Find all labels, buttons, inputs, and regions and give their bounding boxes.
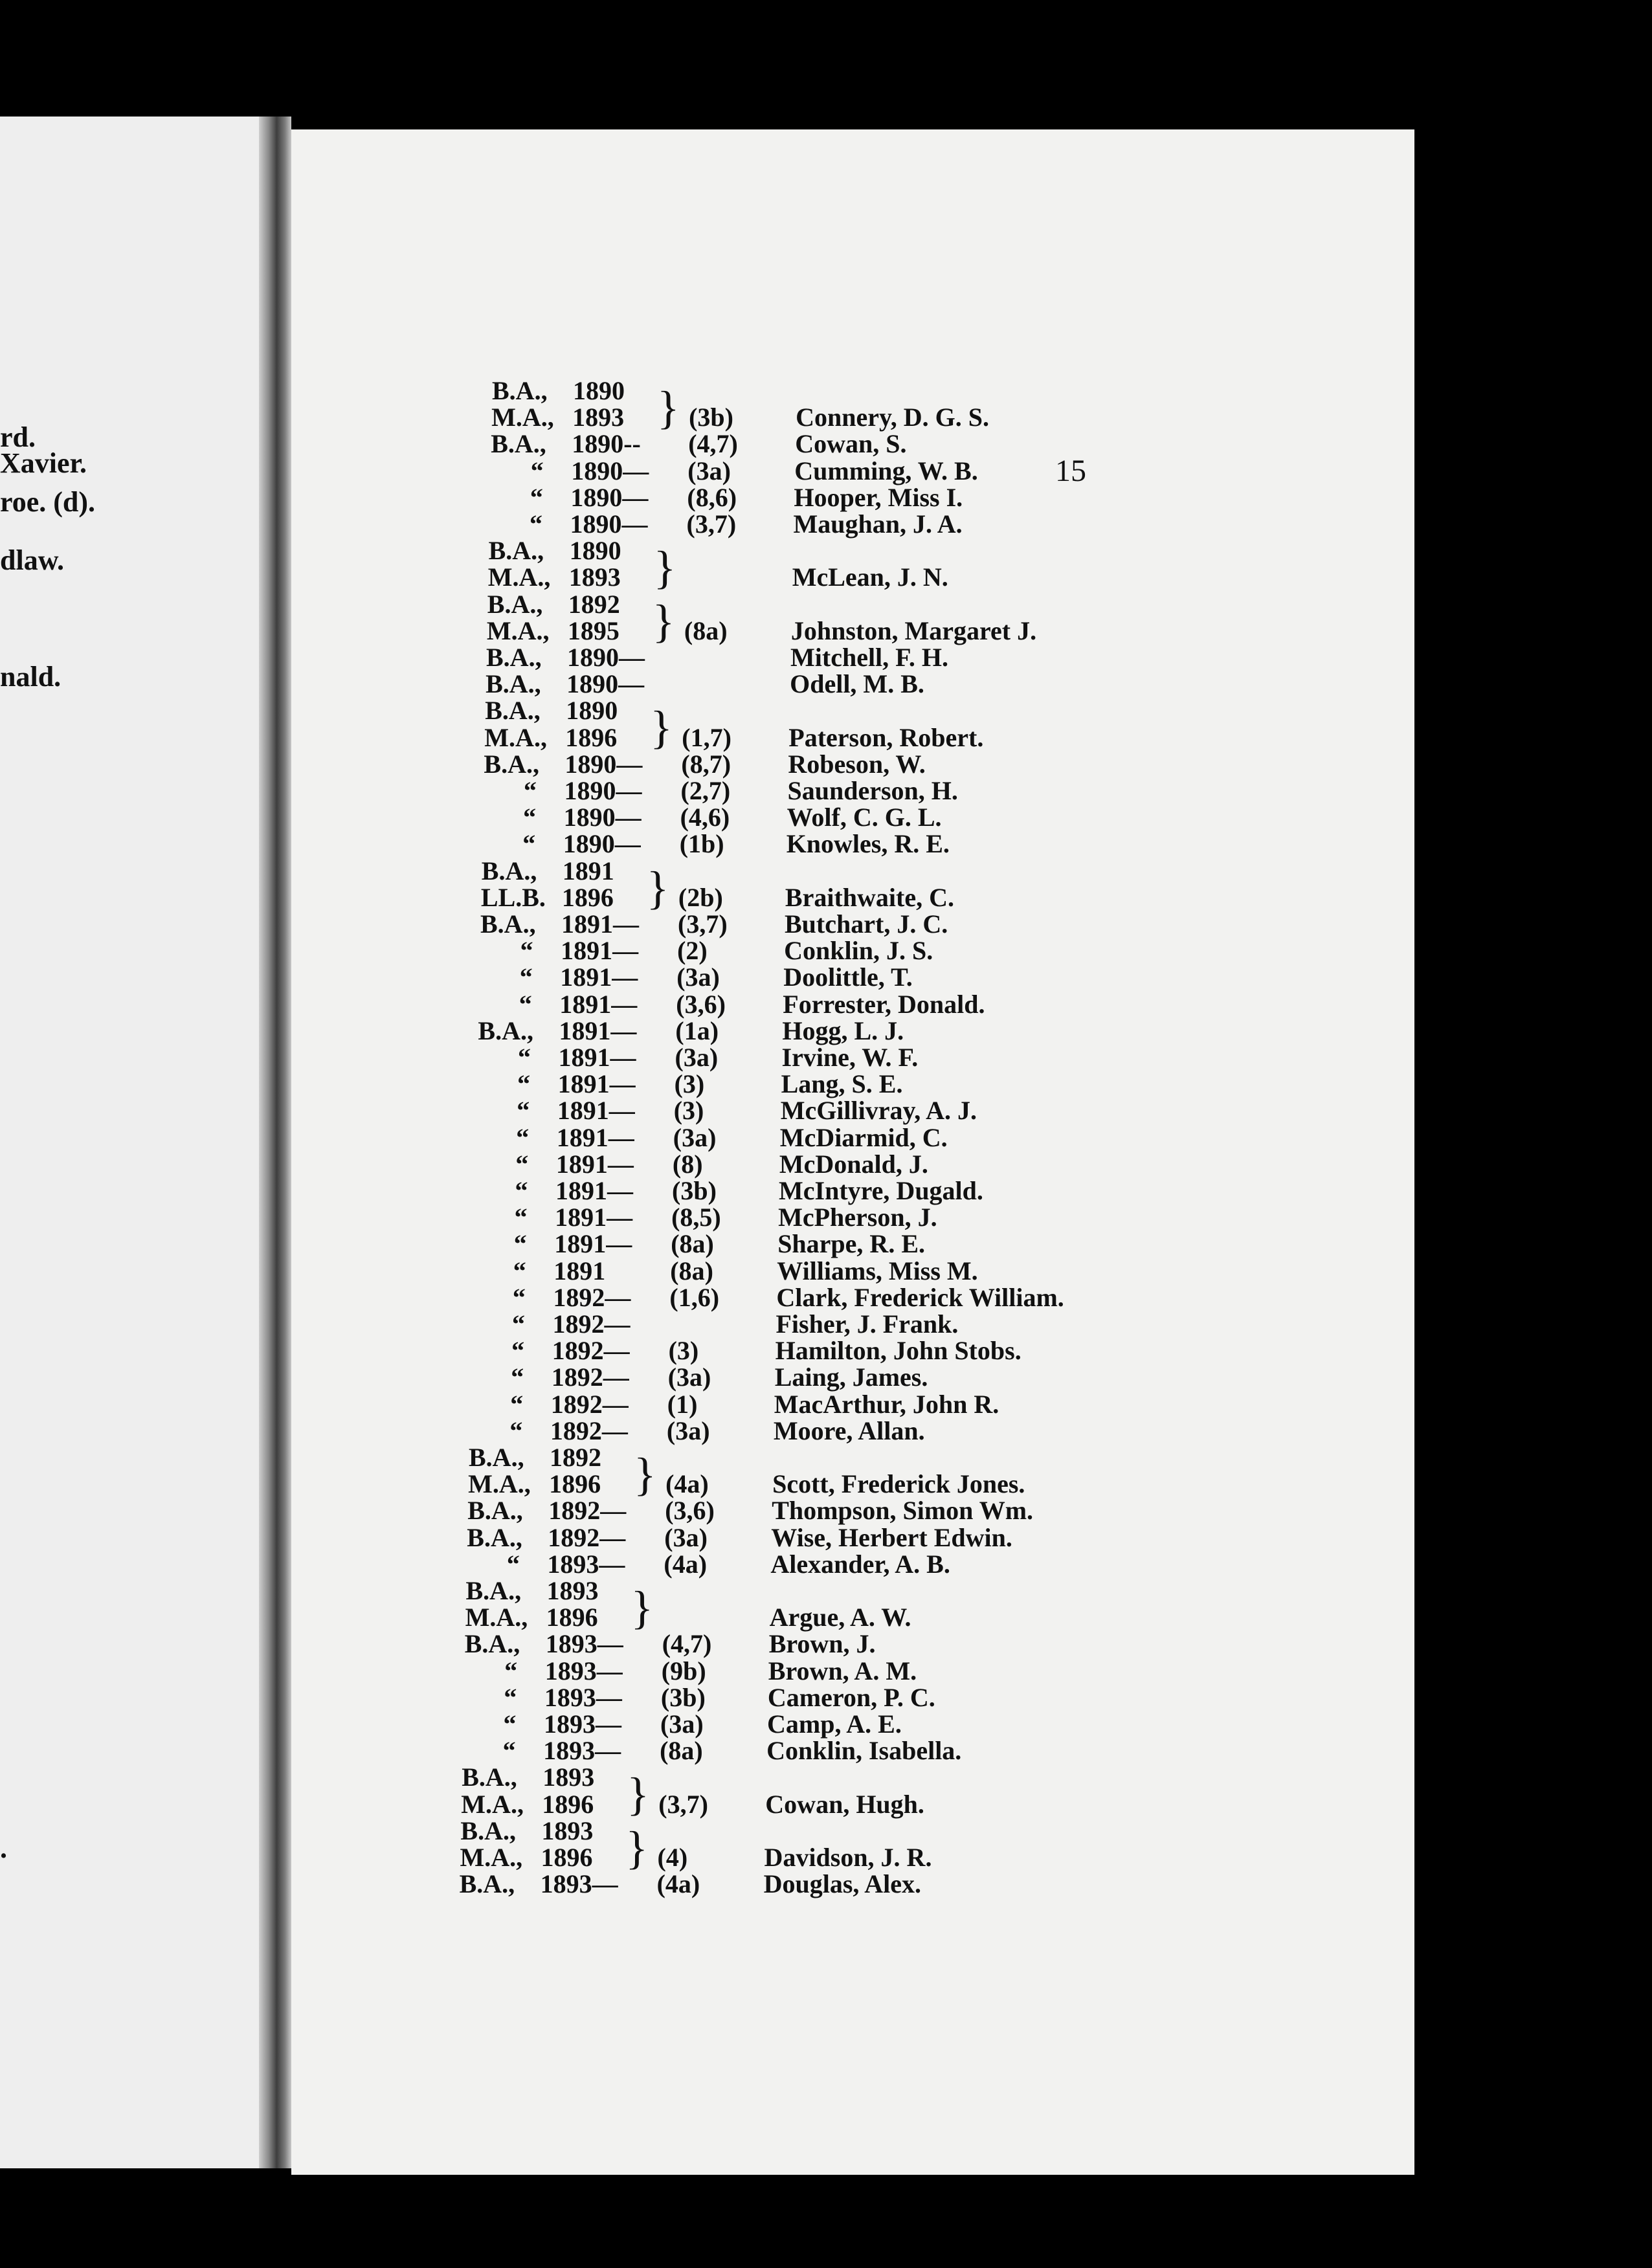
- entry-year: 1891—: [554, 1229, 632, 1259]
- entry-year: 1893—: [544, 1656, 623, 1685]
- brace-mark: }: [625, 1821, 648, 1874]
- entry-code: (3a): [660, 1709, 704, 1739]
- left-fragment-4: dlaw.: [0, 544, 65, 576]
- entry-code: (4a): [656, 1869, 700, 1899]
- entry-year: 1891—: [561, 909, 639, 939]
- entry-name: Braithwaite, C.: [785, 882, 954, 912]
- left-fragment-3: roe. (d).: [0, 486, 96, 518]
- entry-year: 1896: [541, 1843, 593, 1872]
- entry-year: 1893: [568, 562, 621, 592]
- entry-year: 1893—: [543, 1736, 621, 1766]
- entry-degree: M.A.,: [461, 1789, 524, 1819]
- entry-year: 1892—: [550, 1389, 629, 1419]
- entry-name: Argue, A. W.: [769, 1603, 911, 1632]
- entry-year: 1896: [546, 1603, 598, 1632]
- entry-code: (8,5): [671, 1203, 721, 1232]
- entry-code: (2b): [678, 882, 723, 912]
- entry-name: Johnston, Margaret J.: [790, 616, 1037, 645]
- entry-year: 1892—: [551, 1362, 629, 1392]
- entry-code: (4,6): [680, 803, 730, 832]
- entry-code: (8a): [670, 1256, 713, 1285]
- entry-name: Saunderson, H.: [787, 776, 958, 805]
- entry-degree: B.A.,: [486, 643, 542, 672]
- entry-degree: “: [515, 1176, 528, 1205]
- entry-year: 1891—: [555, 1176, 633, 1205]
- entry-name: Scott, Frederick Jones.: [772, 1469, 1025, 1499]
- entry-code: (1): [667, 1389, 698, 1419]
- entry-name: Cowan, S.: [795, 429, 907, 459]
- entry-degree: “: [516, 1122, 530, 1152]
- entry-degree: M.A.,: [468, 1469, 531, 1499]
- entry-degree: M.A.,: [460, 1843, 523, 1872]
- entry-year: 1890—: [566, 669, 645, 699]
- entry-name: Connery, D. G. S.: [796, 403, 990, 432]
- entry-year: 1890: [569, 536, 621, 566]
- entry-year: 1890: [566, 696, 618, 726]
- entry-code: (4a): [664, 1549, 708, 1579]
- entry-degree: M.A.,: [486, 616, 550, 645]
- entry-name: McPherson, J.: [778, 1203, 937, 1232]
- entry-degree: B.A.,: [485, 696, 541, 726]
- entry-year: 1896: [542, 1789, 594, 1819]
- entry-degree: “: [523, 803, 537, 832]
- entry-degree: B.A.,: [467, 1496, 523, 1526]
- entry-name: Conklin, Isabella.: [766, 1736, 962, 1766]
- entry-degree: “: [514, 1203, 528, 1232]
- entry-code: (3a): [667, 1362, 711, 1392]
- entry-code: (3a): [687, 456, 731, 485]
- entry-year: 1891—: [559, 1016, 637, 1045]
- entry-name: Hogg, L. J.: [782, 1016, 904, 1045]
- entry-name: Knowles, R. E.: [786, 829, 950, 859]
- entry-year: 1892: [568, 589, 620, 619]
- entry-name: Lang, S. E.: [781, 1069, 903, 1099]
- entry-year: 1891: [553, 1256, 606, 1285]
- entry-code: (3a): [675, 1043, 719, 1072]
- entry-code: (2): [677, 936, 708, 966]
- entry-degree: “: [504, 1682, 517, 1712]
- entry-name: Camp, A. E.: [767, 1709, 902, 1739]
- entry-name: Douglas, Alex.: [763, 1869, 921, 1899]
- entry-year: 1892—: [553, 1282, 631, 1312]
- entry-year: 1891—: [561, 936, 639, 966]
- brace-mark: }: [657, 382, 680, 434]
- entry-degree: B.A.,: [488, 536, 544, 566]
- entry-year: 1892—: [552, 1309, 631, 1339]
- entry-degree: B.A.,: [467, 1522, 522, 1552]
- entry-name: Mitchell, F. H.: [790, 643, 949, 672]
- entry-name: MacArthur, John R.: [774, 1389, 999, 1419]
- page-number: 15: [1055, 454, 1086, 488]
- entry-name: Davidson, J. R.: [764, 1843, 932, 1872]
- entry-degree: B.A.,: [462, 1762, 517, 1792]
- entry-name: Thompson, Simon Wm.: [772, 1496, 1034, 1526]
- entry-code: (3a): [664, 1522, 708, 1552]
- entry-year: 1890: [573, 376, 625, 405]
- book-gutter: [259, 117, 291, 2168]
- entry-degree: B.A.,: [460, 1816, 516, 1845]
- entry-code: (3,6): [676, 989, 726, 1019]
- entry-degree: M.A.,: [487, 562, 551, 592]
- entry-degree: B.A.,: [465, 1576, 522, 1605]
- brace-mark: }: [653, 542, 676, 594]
- entry-year: 1893: [542, 1762, 595, 1792]
- entry-code: (3a): [666, 1416, 710, 1445]
- entry-year: 1896: [561, 882, 614, 912]
- entry-degree: “: [530, 482, 543, 512]
- entry-code: (1,7): [682, 722, 731, 752]
- entry-year: 1890—: [563, 803, 642, 832]
- entry-degree: “: [503, 1709, 517, 1739]
- entry-degree: “: [519, 989, 532, 1019]
- entry-degree: “: [509, 1416, 523, 1445]
- entry-degree: M.A.,: [484, 722, 547, 752]
- entry-year: 1891—: [558, 1043, 636, 1072]
- entry-degree: B.A.,: [459, 1869, 515, 1899]
- entry-code: (3b): [672, 1176, 717, 1205]
- entry-name: Butchart, J. C.: [785, 909, 948, 939]
- entry-degree: “: [504, 1656, 518, 1685]
- entry-code: (9b): [661, 1656, 706, 1685]
- entry-degree: LL.B.: [480, 882, 546, 912]
- entry-name: Irvine, W. F.: [781, 1043, 919, 1072]
- entry-year: 1890—: [570, 509, 648, 539]
- entry-name: McGillivray, A. J.: [780, 1096, 977, 1126]
- entry-year: 1891—: [555, 1203, 633, 1232]
- entry-code: (3b): [660, 1682, 706, 1712]
- entry-year: 1896: [549, 1469, 601, 1499]
- entry-degree: B.A.,: [484, 749, 539, 779]
- entry-code: (3,7): [686, 509, 737, 539]
- entry-year: 1890—: [571, 456, 649, 485]
- entry-name: Hamilton, John Stobs.: [775, 1336, 1021, 1366]
- entry-degree: “: [517, 1096, 530, 1126]
- entry-year: 1893: [546, 1576, 599, 1605]
- entry-code: (4,7): [662, 1629, 712, 1659]
- entry-code: (3,7): [678, 909, 728, 939]
- entry-degree: M.A.,: [491, 403, 554, 432]
- entry-degree: “: [524, 776, 537, 805]
- entry-year: 1890—: [564, 776, 642, 805]
- entry-name: Brown, A. M.: [768, 1656, 917, 1685]
- entry-degree: “: [520, 936, 533, 966]
- entry-year: 1890—: [564, 749, 643, 779]
- entry-name: Doolittle, T.: [783, 962, 913, 992]
- entry-name: Cumming, W. B.: [794, 456, 978, 485]
- entry-degree: “: [510, 1389, 524, 1419]
- entry-degree: B.A.,: [469, 1443, 524, 1472]
- entry-name: Robeson, W.: [788, 749, 926, 779]
- entry-year: 1891—: [560, 962, 638, 992]
- entry-degree: B.A.,: [492, 376, 548, 405]
- entry-name: Brown, J.: [768, 1629, 876, 1659]
- entry-name: McDiarmid, C.: [779, 1122, 948, 1152]
- entry-year: 1892—: [548, 1522, 626, 1552]
- entry-name: Conklin, J. S.: [784, 936, 933, 966]
- entry-degree: “: [506, 1549, 520, 1579]
- entry-name: Cameron, P. C.: [767, 1682, 935, 1712]
- entry-degree: “: [513, 1256, 526, 1285]
- entry-name: McLean, J. N.: [792, 562, 948, 592]
- entry-degree: “: [512, 1282, 526, 1312]
- entry-year: 1893—: [540, 1869, 618, 1899]
- entry-name: Wise, Herbert Edwin.: [771, 1522, 1012, 1552]
- brace-mark: }: [650, 702, 673, 754]
- entry-degree: M.A.,: [465, 1603, 528, 1632]
- entry-year: 1893—: [544, 1682, 622, 1712]
- entry-code: (4): [657, 1843, 688, 1872]
- brace-mark: }: [634, 1449, 656, 1500]
- entry-degree: “: [530, 509, 542, 539]
- entry-name: Laing, James.: [774, 1362, 928, 1392]
- entry-code: (3,6): [665, 1496, 715, 1526]
- brace-mark: }: [646, 862, 669, 914]
- entry-code: (3b): [689, 403, 733, 432]
- entry-name: Paterson, Robert.: [788, 722, 984, 752]
- entry-code: (8a): [660, 1736, 703, 1766]
- entry-name: Cowan, Hugh.: [765, 1789, 924, 1819]
- brace-mark: }: [652, 595, 675, 647]
- entry-name: Wolf, C. G. L.: [787, 803, 942, 832]
- entry-degree: “: [522, 829, 536, 859]
- entry-year: 1896: [565, 722, 618, 752]
- entry-degree: “: [511, 1336, 525, 1366]
- entry-name: Fisher, J. Frank.: [776, 1309, 959, 1339]
- entry-code: (3a): [676, 962, 720, 992]
- entry-code: (8): [672, 1149, 703, 1179]
- entry-code: (3,7): [658, 1789, 708, 1819]
- left-fragment-6: .: [0, 1832, 7, 1864]
- entry-name: Sharpe, R. E.: [777, 1229, 925, 1259]
- entry-code: (8,6): [687, 482, 737, 512]
- entry-name: McIntyre, Dugald.: [779, 1176, 983, 1205]
- left-fragment-1: rd.: [0, 421, 36, 453]
- entry-year: 1890—: [567, 643, 645, 672]
- entry-year: 1891: [562, 856, 614, 885]
- entry-name: Hooper, Miss I.: [794, 482, 963, 512]
- entry-year: 1890—: [563, 829, 641, 859]
- entry-year: 1892—: [550, 1416, 628, 1445]
- facing-page-fragment: [0, 117, 259, 2168]
- entry-code: (4,7): [688, 429, 738, 459]
- left-fragment-2: Xavier.: [0, 447, 87, 479]
- left-fragment-5: nald.: [0, 661, 61, 693]
- entry-name: Alexander, A. B.: [770, 1549, 950, 1579]
- entry-name: Maughan, J. A.: [793, 509, 963, 539]
- entry-degree: “: [512, 1309, 525, 1339]
- entry-year: 1891—: [557, 1069, 636, 1099]
- entry-name: McDonald, J.: [779, 1149, 928, 1179]
- entry-code: (8,7): [681, 749, 731, 779]
- entry-degree: B.A.,: [481, 856, 537, 885]
- entry-name: Williams, Miss M.: [777, 1256, 978, 1285]
- entry-code: (3): [673, 1096, 704, 1126]
- entry-year: 1891—: [559, 989, 638, 1019]
- entry-degree: “: [511, 1362, 524, 1392]
- entry-degree: B.A.,: [486, 669, 541, 699]
- entry-year: 1892: [550, 1443, 601, 1472]
- entry-year: 1892—: [552, 1336, 630, 1366]
- entry-degree: “: [517, 1069, 531, 1099]
- entry-code: (1a): [675, 1016, 719, 1045]
- entry-year: 1891—: [555, 1149, 634, 1179]
- entry-code: (3): [674, 1069, 705, 1099]
- entry-code: (4a): [665, 1469, 709, 1499]
- entry-year: 1893: [541, 1816, 594, 1845]
- entry-name: Moore, Allan.: [773, 1416, 925, 1445]
- entry-year: 1893—: [547, 1549, 625, 1579]
- register-page: [291, 129, 1414, 2175]
- entry-name: Forrester, Donald.: [783, 989, 985, 1019]
- entry-code: (3a): [673, 1122, 717, 1152]
- entry-year: 1891—: [556, 1122, 634, 1152]
- brace-mark: }: [627, 1768, 649, 1821]
- entry-degree: “: [519, 962, 533, 992]
- entry-degree: B.A.,: [487, 589, 543, 619]
- entry-degree: B.A.,: [480, 909, 536, 939]
- entry-degree: B.A.,: [491, 429, 546, 459]
- entry-degree: B.A.,: [478, 1016, 533, 1045]
- entry-code: (3): [668, 1336, 699, 1366]
- entry-year: 1890--: [572, 429, 641, 459]
- entry-degree: B.A.,: [464, 1629, 520, 1659]
- entry-degree: “: [530, 456, 544, 485]
- entry-year: 1893—: [544, 1709, 621, 1739]
- entry-year: 1895: [567, 616, 620, 645]
- entry-year: 1892—: [548, 1496, 627, 1526]
- entry-code: (8a): [684, 616, 728, 645]
- entry-degree: “: [502, 1736, 516, 1766]
- entry-year: 1893: [572, 403, 625, 432]
- entry-code: (2,7): [680, 776, 731, 805]
- entry-year: 1891—: [557, 1096, 635, 1126]
- entry-year: 1890—: [570, 482, 649, 512]
- entry-code: (8a): [671, 1229, 714, 1259]
- entry-code: (1b): [679, 829, 724, 859]
- entry-degree: “: [518, 1043, 531, 1072]
- entry-degree: “: [515, 1149, 529, 1179]
- entry-code: (1,6): [669, 1282, 720, 1312]
- entry-year: 1893—: [545, 1629, 623, 1659]
- entry-name: Clark, Frederick William.: [776, 1282, 1064, 1312]
- entry-name: Odell, M. B.: [790, 669, 924, 699]
- brace-mark: }: [631, 1582, 654, 1634]
- entry-degree: “: [513, 1229, 527, 1259]
